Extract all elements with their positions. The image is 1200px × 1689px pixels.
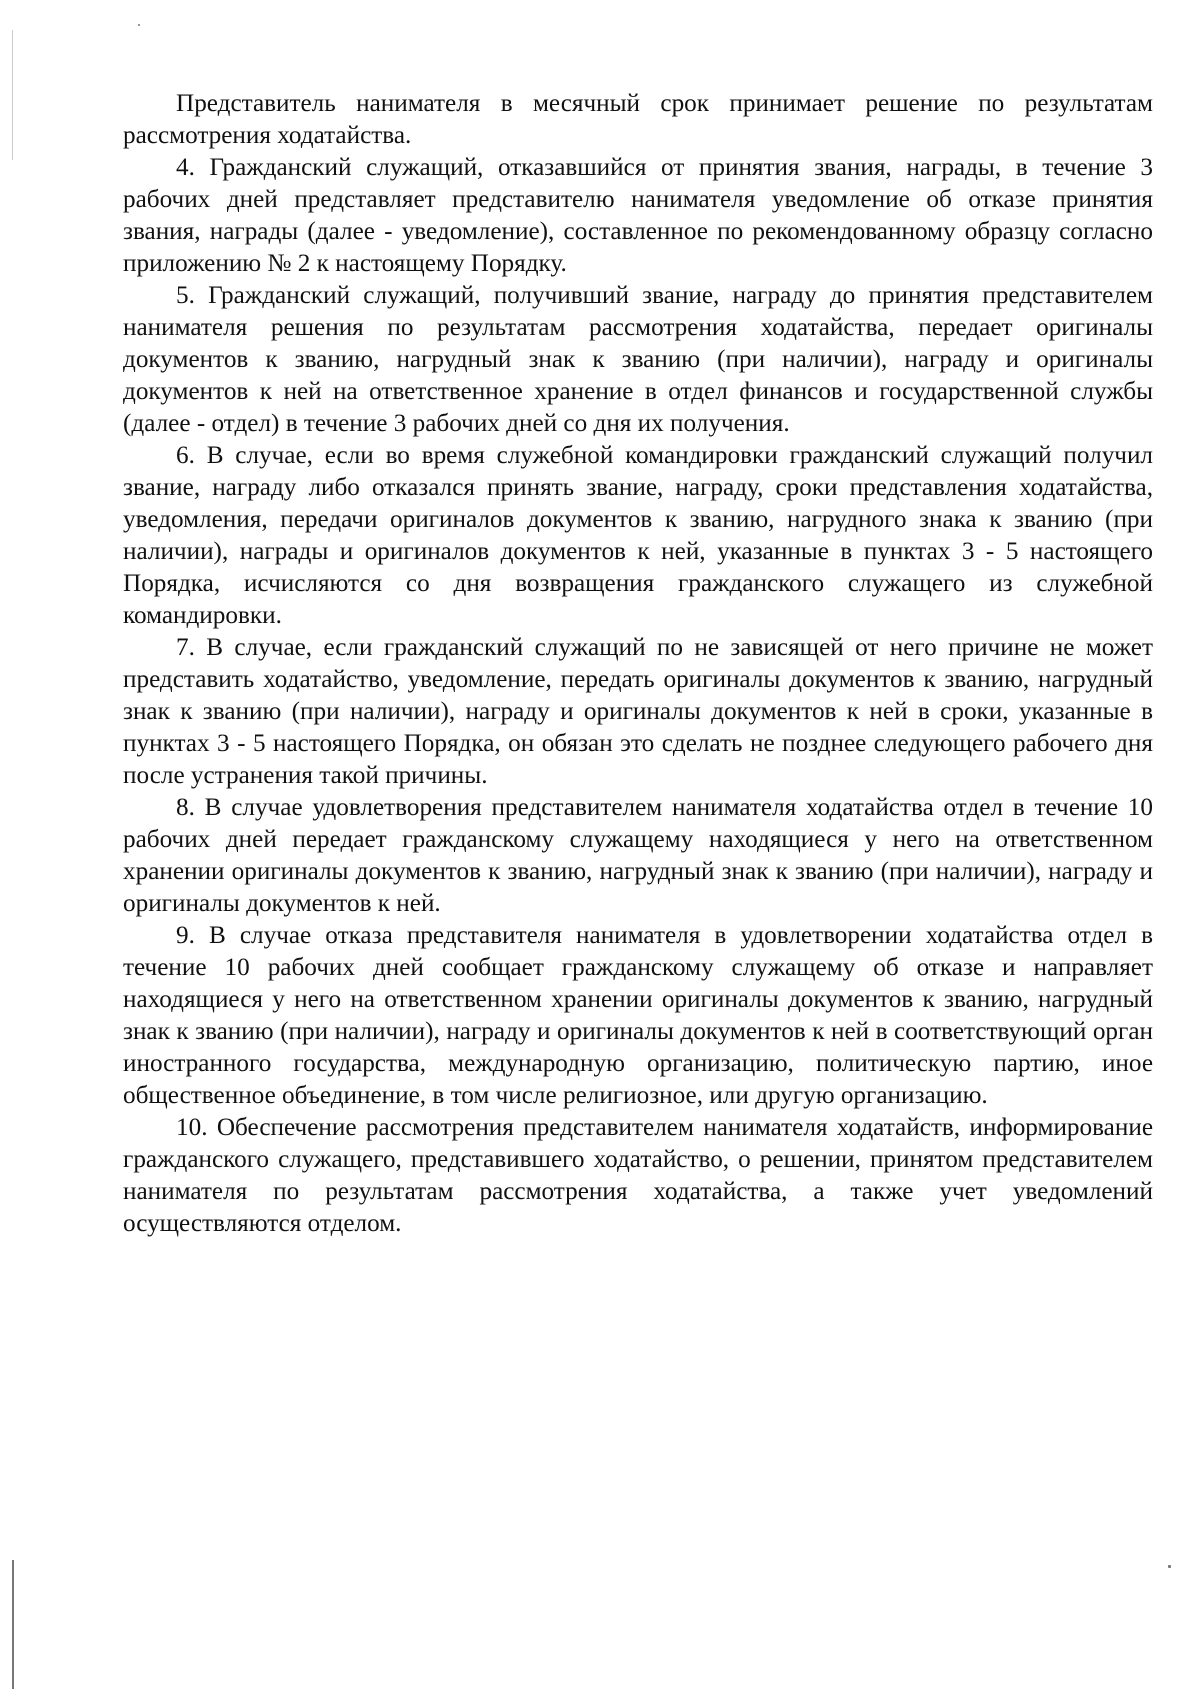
scan-edge-top [12,30,13,160]
paragraph-item-6: 6. В случае, если во время служебной командировки гражданский служащий получил звание, награду либо отказался принять звание, награду, сроки представления ходатайства, уведомления, передачи оригиналов документов к званию, нагрудного знака к званию (при наличии), награды и оригиналов документов к ней, указанные в пунктах 3 - 5 настоящего Порядка, исчисляются со дня возвращения гражданского служащего из служебной командировки. [123,442,1153,629]
scan-speck [1168,1565,1171,1568]
paragraph-item-10: 10. Обеспечение рассмотрения представителем нанимателя ходатайств, информирование гражданского служащего, представившего ходатайство, о решении, принятом представителем нанимателя по результатам рассмотрения ходатайства, а также учет уведомлений осуществляются отделом. [123,1114,1153,1237]
paragraph-item-4: 4. Гражданский служащий, отказавшийся от принятия звания, награды, в течение 3 рабочих дней представляет представителю нанимателя уведомление об отказе принятия звания, награды (далее - уведомление), составленное по рекомендованному образцу согласно приложению № 2 к настоящему Порядку. [123,154,1153,277]
scan-speck [138,24,140,26]
scan-edge-bottom [12,1560,14,1689]
paragraph-decision-term: Представитель нанимателя в месячный срок принимает решение по результатам рассмотрения ходатайства. [123,90,1153,149]
document-body [123,88,1153,1240]
paragraph-item-5: 5. Гражданский служащий, получивший звание, награду до принятия представителем нанимателя решения по результатам рассмотрения ходатайства, передает оригиналы документов к званию, нагрудный знак к званию (при наличии), награду и оригиналы документов к ней на ответственное хранение в отдел финансов и государственной службы (далее - отдел) в течение 3 рабочих дней со дня их получения. [123,282,1153,437]
paragraph-item-9: 9. В случае отказа представителя нанимателя в удовлетворении ходатайства отдел в течение 10 рабочих дней сообщает гражданскому служащему об отказе и направляет находящиеся у него на ответственном хранении оригиналы документов к званию, нагрудный знак к званию (при наличии), награду и оригиналы документов к ней в соответствующий орган иностранного государства, международную организацию, политическую партию, иное общественное объединение, в том числе религиозное, или другую организацию. [123,922,1153,1109]
paragraph-item-7: 7. В случае, если гражданский служащий по не зависящей от него причине не может представить ходатайство, уведомление, передать оригиналы документов к званию, нагрудный знак к званию (при наличии), награду и оригиналы документов к ней в сроки, указанные в пунктах 3 - 5 настоящего Порядка, он обязан это сделать не позднее следующего рабочего дня после устранения такой причины. [123,634,1153,789]
paragraph-item-8: 8. В случае удовлетворения представителем нанимателя ходатайства отдел в течение 10 рабочих дней передает гражданскому служащему находящиеся у него на ответственном хранении оригиналы документов к званию, нагрудный знак к званию (при наличии), награду и оригиналы документов к ней. [123,794,1153,917]
